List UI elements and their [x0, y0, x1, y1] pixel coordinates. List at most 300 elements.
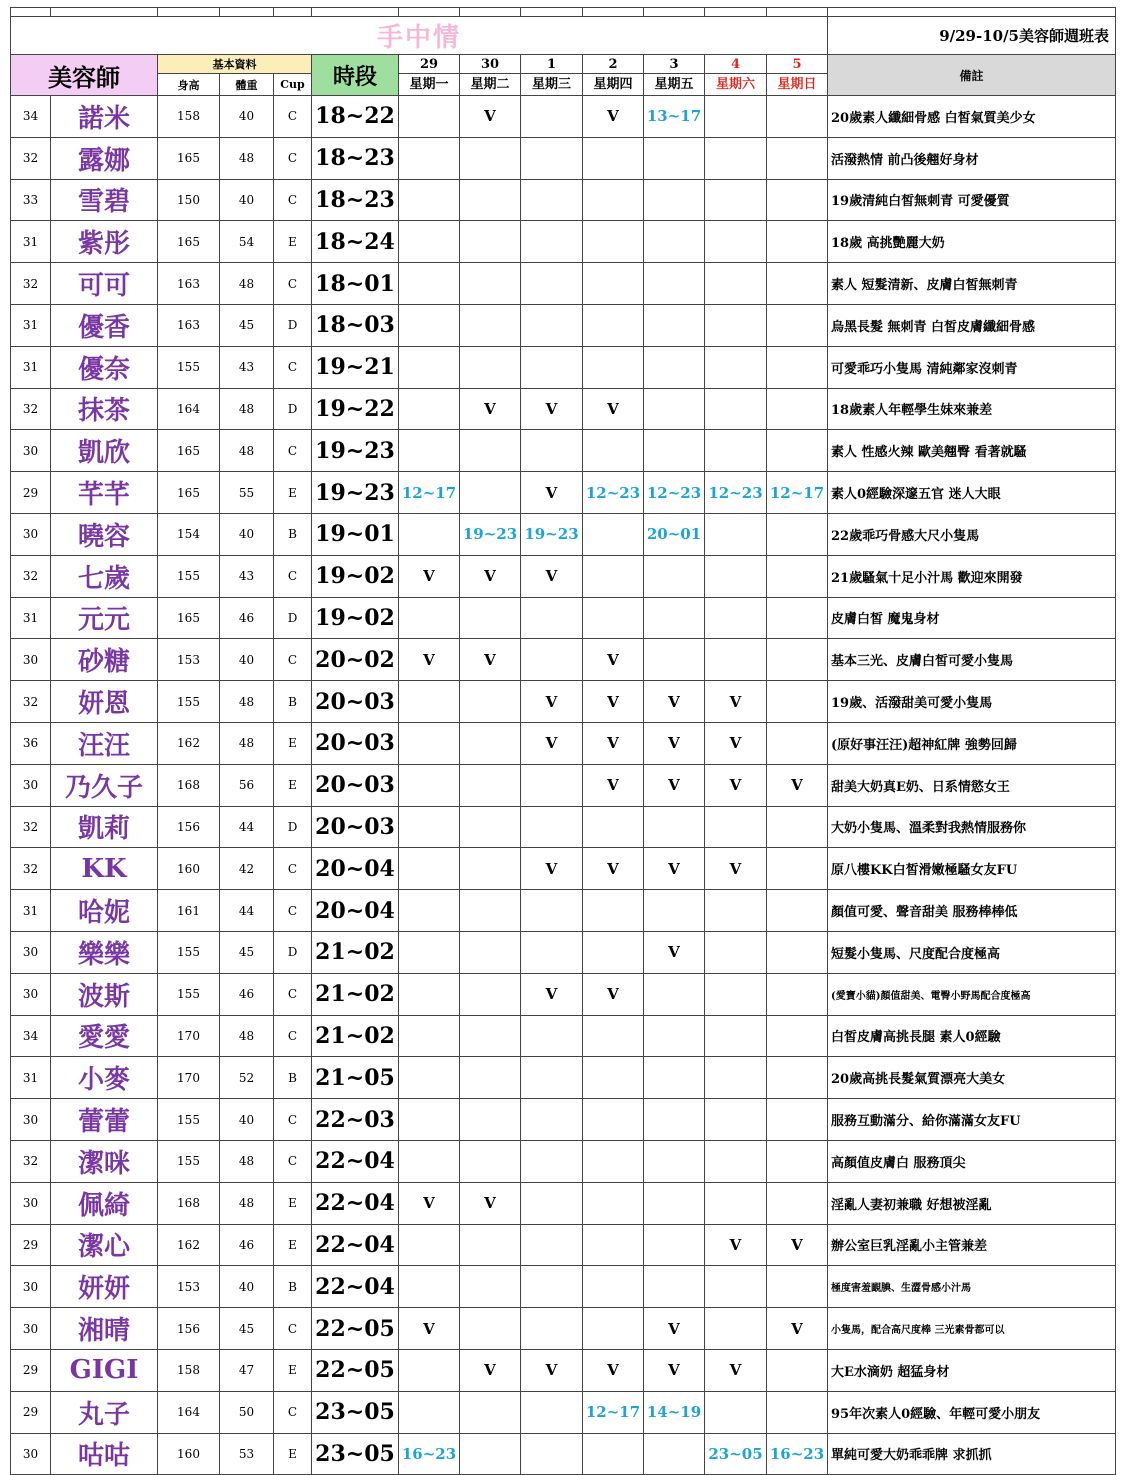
- row-age: 30: [11, 1266, 51, 1308]
- row-note: (原好事汪汪)超神紅牌 強勢回歸: [828, 722, 1116, 764]
- row-time: 21~05: [312, 1057, 399, 1099]
- row-day-mark: [705, 263, 767, 305]
- row-time: 21~02: [312, 973, 399, 1015]
- row-age: 29: [11, 1391, 51, 1433]
- row-note: 素人 短髮清新、皮膚白皙無刺青: [828, 263, 1116, 305]
- row-name: 乃久子: [51, 764, 158, 806]
- row-day-mark: [705, 179, 767, 221]
- row-day-mark: [583, 555, 644, 597]
- row-weight: 45: [220, 1308, 274, 1350]
- row-weight: 40: [220, 1266, 274, 1308]
- row-name: 佩綺: [51, 1182, 158, 1224]
- row-weight: 47: [220, 1349, 274, 1391]
- row-age: 30: [11, 1099, 51, 1141]
- row-day-mark: [705, 1266, 767, 1308]
- row-day-mark: [460, 1057, 521, 1099]
- row-day-mark: V: [521, 1349, 583, 1391]
- row-day-mark: [521, 430, 583, 472]
- row-weight: 48: [220, 388, 274, 430]
- row-cup: E: [274, 764, 312, 806]
- row-day-mark: [644, 597, 705, 639]
- row-weight: 53: [220, 1433, 274, 1475]
- row-time: 18~24: [312, 221, 399, 263]
- row-time: 19~02: [312, 597, 399, 639]
- row-time: 19~23: [312, 472, 399, 514]
- row-day-mark: [460, 179, 521, 221]
- row-day-mark: V: [460, 1349, 521, 1391]
- row-day-mark: [460, 304, 521, 346]
- row-day-mark: V: [521, 973, 583, 1015]
- row-age: 30: [11, 931, 51, 973]
- row-day-mark: [399, 430, 460, 472]
- row-day-mark: [767, 639, 828, 681]
- header-date: 5: [767, 55, 828, 74]
- row-day-mark: [705, 1099, 767, 1141]
- row-note: 大奶小隻馬、溫柔對我熱情服務你: [828, 806, 1116, 848]
- row-day-mark: [583, 1308, 644, 1350]
- row-cup: C: [274, 1140, 312, 1182]
- row-day-mark: [460, 1433, 521, 1475]
- row-day-mark: [705, 597, 767, 639]
- row-day-mark: [644, 263, 705, 305]
- row-height: 161: [158, 890, 220, 932]
- row-cup: C: [274, 96, 312, 138]
- row-height: 155: [158, 973, 220, 1015]
- row-time: 20~03: [312, 806, 399, 848]
- table-row: [11, 263, 1116, 305]
- row-name: 芊芊: [51, 472, 158, 514]
- header-weekday: 星期日: [767, 74, 828, 96]
- row-age: 32: [11, 555, 51, 597]
- row-cup: C: [274, 346, 312, 388]
- top-band: [11, 8, 1116, 17]
- row-cup: D: [274, 806, 312, 848]
- row-day-mark: [644, 555, 705, 597]
- row-age: 32: [11, 806, 51, 848]
- row-height: 155: [158, 681, 220, 723]
- row-day-mark: [521, 179, 583, 221]
- header-date: 1: [521, 55, 583, 74]
- row-time: 21~02: [312, 1015, 399, 1057]
- row-time: 22~04: [312, 1224, 399, 1266]
- row-age: 30: [11, 639, 51, 681]
- row-day-mark: 20~01: [644, 513, 705, 555]
- row-time: 19~21: [312, 346, 399, 388]
- table-row: [11, 430, 1116, 472]
- row-day-mark: [767, 513, 828, 555]
- row-age: 30: [11, 1433, 51, 1475]
- row-height: 155: [158, 1140, 220, 1182]
- row-day-mark: [521, 1308, 583, 1350]
- row-day-mark: [644, 1015, 705, 1057]
- row-note: 辦公室巨乳淫亂小主管兼差: [828, 1224, 1116, 1266]
- row-day-mark: V: [583, 639, 644, 681]
- row-name: 潔咪: [51, 1140, 158, 1182]
- row-day-mark: [583, 1057, 644, 1099]
- row-time: 19~23: [312, 430, 399, 472]
- row-height: 150: [158, 179, 220, 221]
- table-row: [11, 597, 1116, 639]
- row-weight: 48: [220, 681, 274, 723]
- row-day-mark: [767, 722, 828, 764]
- row-day-mark: V: [644, 1308, 705, 1350]
- row-note: 服務互動滿分、給你滿滿女友FU: [828, 1099, 1116, 1141]
- row-day-mark: [521, 1015, 583, 1057]
- row-day-mark: V: [399, 555, 460, 597]
- row-day-mark: V: [583, 764, 644, 806]
- row-day-mark: [583, 1140, 644, 1182]
- row-day-mark: V: [521, 472, 583, 514]
- row-day-mark: [705, 388, 767, 430]
- row-age: 30: [11, 430, 51, 472]
- row-day-mark: [767, 806, 828, 848]
- row-day-mark: 12~23: [705, 472, 767, 514]
- row-day-mark: [644, 221, 705, 263]
- row-cup: C: [274, 179, 312, 221]
- row-day-mark: [767, 96, 828, 138]
- table-row: [11, 179, 1116, 221]
- row-name: 樂樂: [51, 931, 158, 973]
- row-day-mark: [521, 137, 583, 179]
- row-day-mark: V: [521, 722, 583, 764]
- table-row: [11, 1224, 1116, 1266]
- row-day-mark: 16~23: [767, 1433, 828, 1475]
- row-weight: 45: [220, 304, 274, 346]
- row-height: 164: [158, 1391, 220, 1433]
- row-day-mark: V: [583, 722, 644, 764]
- row-day-mark: [399, 597, 460, 639]
- row-time: 22~05: [312, 1308, 399, 1350]
- row-day-mark: [767, 1140, 828, 1182]
- row-day-mark: V: [399, 1182, 460, 1224]
- row-note: 淫亂人妻初兼職 好想被淫亂: [828, 1182, 1116, 1224]
- row-day-mark: [399, 388, 460, 430]
- row-age: 32: [11, 681, 51, 723]
- row-day-mark: [399, 263, 460, 305]
- row-note: 白皙皮膚高挑長腿 素人0經驗: [828, 1015, 1116, 1057]
- row-height: 162: [158, 1224, 220, 1266]
- table-row: [11, 1349, 1116, 1391]
- row-day-mark: [705, 1015, 767, 1057]
- row-name: 愛愛: [51, 1015, 158, 1057]
- row-name: 哈妮: [51, 890, 158, 932]
- table-row: [11, 304, 1116, 346]
- row-day-mark: V: [644, 931, 705, 973]
- row-cup: C: [274, 848, 312, 890]
- row-height: 170: [158, 1015, 220, 1057]
- row-cup: B: [274, 1266, 312, 1308]
- row-height: 162: [158, 722, 220, 764]
- row-day-mark: [399, 1140, 460, 1182]
- row-day-mark: 12~17: [767, 472, 828, 514]
- row-day-mark: [399, 764, 460, 806]
- row-day-mark: [583, 430, 644, 472]
- header-weight: 體重: [220, 74, 274, 96]
- header-date: 2: [583, 55, 644, 74]
- row-note: 高顏值皮膚白 服務頂尖: [828, 1140, 1116, 1182]
- row-height: 170: [158, 1057, 220, 1099]
- row-day-mark: [705, 890, 767, 932]
- row-weight: 48: [220, 1182, 274, 1224]
- row-age: 30: [11, 513, 51, 555]
- row-day-mark: [460, 597, 521, 639]
- row-note: 22歲乖巧骨感大尺小隻馬: [828, 513, 1116, 555]
- row-day-mark: 16~23: [399, 1433, 460, 1475]
- row-time: 22~05: [312, 1349, 399, 1391]
- title-row: [11, 17, 1116, 55]
- header-weekday: 星期六: [705, 74, 767, 96]
- row-day-mark: [705, 513, 767, 555]
- row-day-mark: V: [705, 1224, 767, 1266]
- row-note: 18歲素人年輕學生妹來兼差: [828, 388, 1116, 430]
- row-age: 31: [11, 597, 51, 639]
- row-day-mark: [705, 1140, 767, 1182]
- row-day-mark: [705, 639, 767, 681]
- row-name: 妍妍: [51, 1266, 158, 1308]
- row-weight: 56: [220, 764, 274, 806]
- row-day-mark: [767, 597, 828, 639]
- row-height: 155: [158, 931, 220, 973]
- row-age: 30: [11, 1182, 51, 1224]
- row-day-mark: [460, 1140, 521, 1182]
- table-row: [11, 890, 1116, 932]
- table-row: [11, 681, 1116, 723]
- row-time: 22~04: [312, 1182, 399, 1224]
- row-day-mark: [460, 263, 521, 305]
- row-time: 20~04: [312, 848, 399, 890]
- row-note: 20歲素人纖細骨感 白皙氣質美少女: [828, 96, 1116, 138]
- row-cup: E: [274, 722, 312, 764]
- row-note: 小隻馬，配合高尺度棒 三光素骨都可以: [828, 1308, 1116, 1350]
- row-note: 烏黑長髮 無刺青 白皙皮膚纖細骨感: [828, 304, 1116, 346]
- row-day-mark: [399, 513, 460, 555]
- row-cup: D: [274, 388, 312, 430]
- row-day-mark: [583, 1433, 644, 1475]
- row-height: 165: [158, 221, 220, 263]
- row-weight: 40: [220, 639, 274, 681]
- row-day-mark: [583, 1015, 644, 1057]
- row-day-mark: [521, 263, 583, 305]
- row-weight: 48: [220, 722, 274, 764]
- row-day-mark: [521, 1099, 583, 1141]
- row-note: 素人0經驗深邃五官 迷人大眼: [828, 472, 1116, 514]
- header-cup: Cup: [274, 74, 312, 96]
- row-cup: E: [274, 221, 312, 263]
- row-day-mark: [399, 931, 460, 973]
- row-day-mark: [521, 1140, 583, 1182]
- row-day-mark: [399, 1349, 460, 1391]
- row-name: 蕾蕾: [51, 1099, 158, 1141]
- row-height: 160: [158, 848, 220, 890]
- row-day-mark: [767, 430, 828, 472]
- row-day-mark: [767, 1015, 828, 1057]
- row-day-mark: [767, 1057, 828, 1099]
- row-time: 23~05: [312, 1433, 399, 1475]
- table-row: [11, 1057, 1116, 1099]
- row-height: 153: [158, 639, 220, 681]
- row-weight: 48: [220, 1140, 274, 1182]
- row-day-mark: V: [583, 96, 644, 138]
- row-height: 164: [158, 388, 220, 430]
- table-row: [11, 472, 1116, 514]
- page-title: 手中情: [11, 17, 828, 55]
- row-cup: C: [274, 263, 312, 305]
- header-date: 30: [460, 55, 521, 74]
- row-weight: 50: [220, 1391, 274, 1433]
- row-day-mark: [767, 973, 828, 1015]
- row-height: 168: [158, 1182, 220, 1224]
- row-weight: 48: [220, 137, 274, 179]
- row-day-mark: [767, 221, 828, 263]
- row-day-mark: [583, 304, 644, 346]
- row-day-mark: [644, 430, 705, 472]
- row-name: 咕咕: [51, 1433, 158, 1475]
- row-cup: C: [274, 1391, 312, 1433]
- row-day-mark: V: [521, 555, 583, 597]
- row-day-mark: [583, 346, 644, 388]
- row-weight: 54: [220, 221, 274, 263]
- row-cup: C: [274, 973, 312, 1015]
- row-day-mark: [644, 388, 705, 430]
- header-height: 身高: [158, 74, 220, 96]
- row-day-mark: [705, 1182, 767, 1224]
- row-day-mark: V: [521, 388, 583, 430]
- row-day-mark: V: [460, 639, 521, 681]
- row-height: 165: [158, 597, 220, 639]
- row-day-mark: [583, 597, 644, 639]
- row-day-mark: [767, 890, 828, 932]
- row-day-mark: [644, 137, 705, 179]
- row-day-mark: [460, 1266, 521, 1308]
- row-day-mark: [705, 96, 767, 138]
- table-row: [11, 221, 1116, 263]
- row-age: 32: [11, 848, 51, 890]
- row-cup: C: [274, 639, 312, 681]
- row-day-mark: [644, 1057, 705, 1099]
- row-day-mark: 23~05: [705, 1433, 767, 1475]
- row-day-mark: V: [644, 848, 705, 890]
- row-day-mark: V: [583, 973, 644, 1015]
- table-row: [11, 1182, 1116, 1224]
- week-title: 9/29-10/5美容師週班表: [828, 17, 1116, 55]
- table-row: [11, 513, 1116, 555]
- row-day-mark: [399, 221, 460, 263]
- row-day-mark: [767, 848, 828, 890]
- row-name: 妍恩: [51, 681, 158, 723]
- row-note: 18歲 高挑艷麗大奶: [828, 221, 1116, 263]
- row-day-mark: [583, 1099, 644, 1141]
- row-day-mark: [460, 1015, 521, 1057]
- row-day-mark: [767, 1266, 828, 1308]
- row-cup: C: [274, 1015, 312, 1057]
- row-day-mark: [644, 1099, 705, 1141]
- row-day-mark: [583, 1182, 644, 1224]
- row-time: 23~05: [312, 1391, 399, 1433]
- row-day-mark: [583, 1266, 644, 1308]
- header-note: 備註: [828, 55, 1116, 96]
- row-name: 凱莉: [51, 806, 158, 848]
- row-day-mark: V: [705, 764, 767, 806]
- row-note: 極度害羞靦腆、生澀骨感小汁馬: [828, 1266, 1116, 1308]
- table-row: [11, 388, 1116, 430]
- row-day-mark: [521, 597, 583, 639]
- row-day-mark: [644, 304, 705, 346]
- row-day-mark: [583, 137, 644, 179]
- row-day-mark: [767, 1349, 828, 1391]
- row-time: 20~02: [312, 639, 399, 681]
- row-day-mark: [460, 1308, 521, 1350]
- row-day-mark: [399, 96, 460, 138]
- row-day-mark: [460, 973, 521, 1015]
- row-day-mark: [521, 806, 583, 848]
- row-cup: E: [274, 472, 312, 514]
- row-height: 165: [158, 430, 220, 472]
- row-time: 22~04: [312, 1266, 399, 1308]
- row-note: 19歲、活潑甜美可愛小隻馬: [828, 681, 1116, 723]
- row-day-mark: [767, 931, 828, 973]
- row-day-mark: [460, 681, 521, 723]
- row-day-mark: [705, 973, 767, 1015]
- row-weight: 48: [220, 430, 274, 472]
- row-name: KK: [51, 848, 158, 890]
- header-weekday: 星期四: [583, 74, 644, 96]
- row-day-mark: [521, 1057, 583, 1099]
- row-name: 紫彤: [51, 221, 158, 263]
- row-cup: C: [274, 890, 312, 932]
- row-note: 21歲騷氣十足小汁馬 歡迎來開發: [828, 555, 1116, 597]
- row-age: 34: [11, 96, 51, 138]
- header-weekday: 星期一: [399, 74, 460, 96]
- row-day-mark: [521, 1182, 583, 1224]
- row-day-mark: [460, 430, 521, 472]
- row-cup: C: [274, 1099, 312, 1141]
- row-day-mark: [399, 806, 460, 848]
- row-height: 160: [158, 1433, 220, 1475]
- row-weight: 43: [220, 346, 274, 388]
- row-day-mark: [644, 1140, 705, 1182]
- row-day-mark: [767, 681, 828, 723]
- row-day-mark: V: [644, 681, 705, 723]
- row-day-mark: [767, 1182, 828, 1224]
- table-row: [11, 555, 1116, 597]
- row-day-mark: [460, 1224, 521, 1266]
- table-row: [11, 973, 1116, 1015]
- row-height: 163: [158, 263, 220, 305]
- row-cup: D: [274, 304, 312, 346]
- row-height: 155: [158, 1099, 220, 1141]
- row-time: 22~04: [312, 1140, 399, 1182]
- row-day-mark: [521, 304, 583, 346]
- row-day-mark: [767, 179, 828, 221]
- row-note: 短髮小隻馬、尺度配合度極高: [828, 931, 1116, 973]
- row-day-mark: [705, 430, 767, 472]
- row-height: 158: [158, 1349, 220, 1391]
- row-weight: 40: [220, 1099, 274, 1141]
- row-age: 30: [11, 764, 51, 806]
- header-weekday: 星期三: [521, 74, 583, 96]
- row-day-mark: [583, 513, 644, 555]
- row-cup: D: [274, 931, 312, 973]
- row-day-mark: [705, 1308, 767, 1350]
- row-day-mark: [583, 890, 644, 932]
- header-weekday: 星期五: [644, 74, 705, 96]
- row-day-mark: [767, 1099, 828, 1141]
- row-day-mark: [399, 1057, 460, 1099]
- row-day-mark: [399, 137, 460, 179]
- row-name: 優奈: [51, 346, 158, 388]
- row-weight: 40: [220, 179, 274, 221]
- row-note: 95年次素人0經驗、年輕可愛小朋友: [828, 1391, 1116, 1433]
